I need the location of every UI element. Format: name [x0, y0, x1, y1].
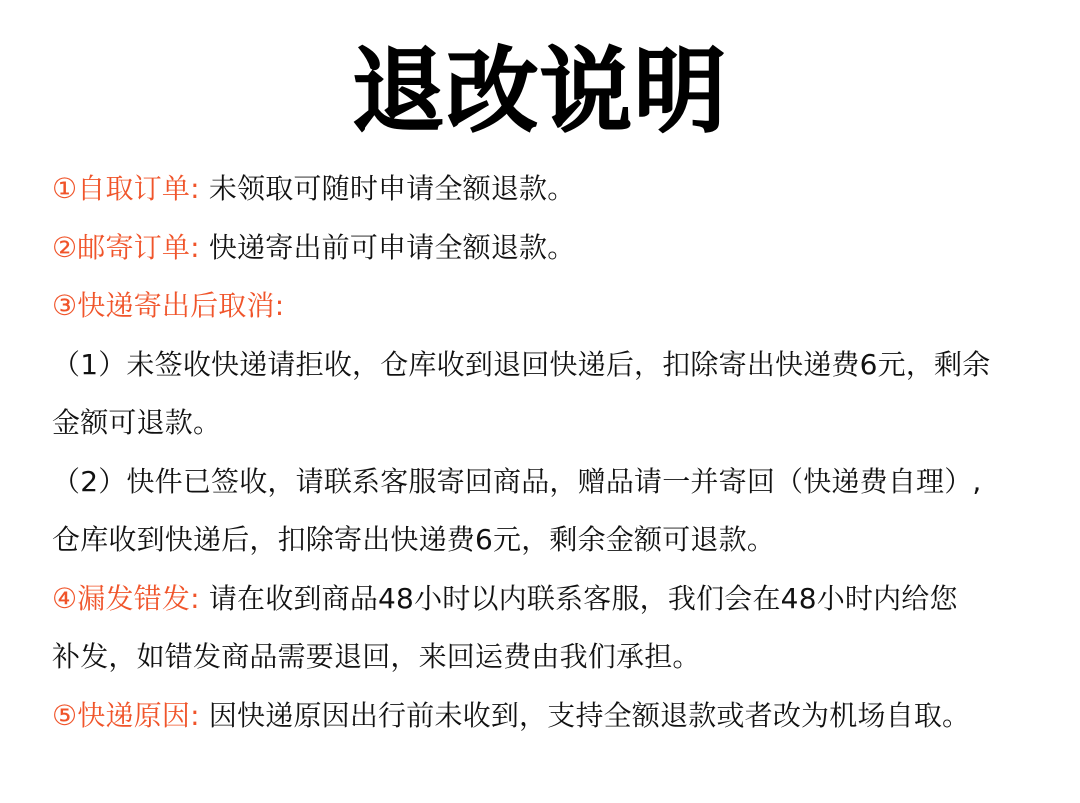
policy-line-signed-2 [52, 511, 1042, 570]
policy-text: 仓库收到快递后，扣除寄出快递费6元，剩余金额可退款。 [52, 523, 776, 556]
policy-text: 因快递原因出行前未收到，支持全额退款或者改为机场自取。 [208, 698, 971, 732]
policy-content [52, 160, 1042, 745]
policy-line-courier-reason [52, 687, 1042, 746]
policy-line-mail-order [52, 219, 1042, 278]
policy-label: ④漏发错发: [52, 581, 209, 615]
policy-line-unsigned-2 [52, 394, 1042, 453]
policy-text: 请在收到商品48小时以内联系客服，我们会在48小时内给您 [208, 581, 958, 615]
policy-line-missing-wrong-2 [52, 628, 1042, 687]
policy-text: 金额可退款。 [52, 406, 222, 439]
policy-text: 补发，如错发商品需要退回，来回运费由我们承担。 [52, 640, 701, 673]
policy-text: 快递寄出前可申请全额退款。 [208, 230, 576, 264]
policy-text: （1）未签收快递请拒收，仓库收到退回快递后，扣除寄出快递费6元，剩余 [52, 347, 991, 381]
policy-line-missing-wrong-1 [52, 570, 1042, 629]
policy-line-cancel-after-shipping [52, 277, 1042, 336]
policy-text: （2）快件已签收，请联系客服寄回商品，赠品请一并寄回（快递费自理）, [52, 464, 982, 498]
policy-label: ①自取订单: [52, 172, 209, 205]
policy-line-self-pickup [52, 160, 1042, 219]
policy-text: 未领取可随时申请全额退款。 [208, 172, 576, 205]
policy-label: ②邮寄订单: [52, 230, 209, 264]
policy-label: ③快递寄出后取消: [52, 289, 285, 322]
policy-line-signed-1 [52, 453, 1042, 512]
policy-line-unsigned-1 [52, 336, 1042, 395]
policy-label: ⑤快递原因: [52, 698, 209, 732]
page-title: 退改说明 [351, 38, 728, 145]
